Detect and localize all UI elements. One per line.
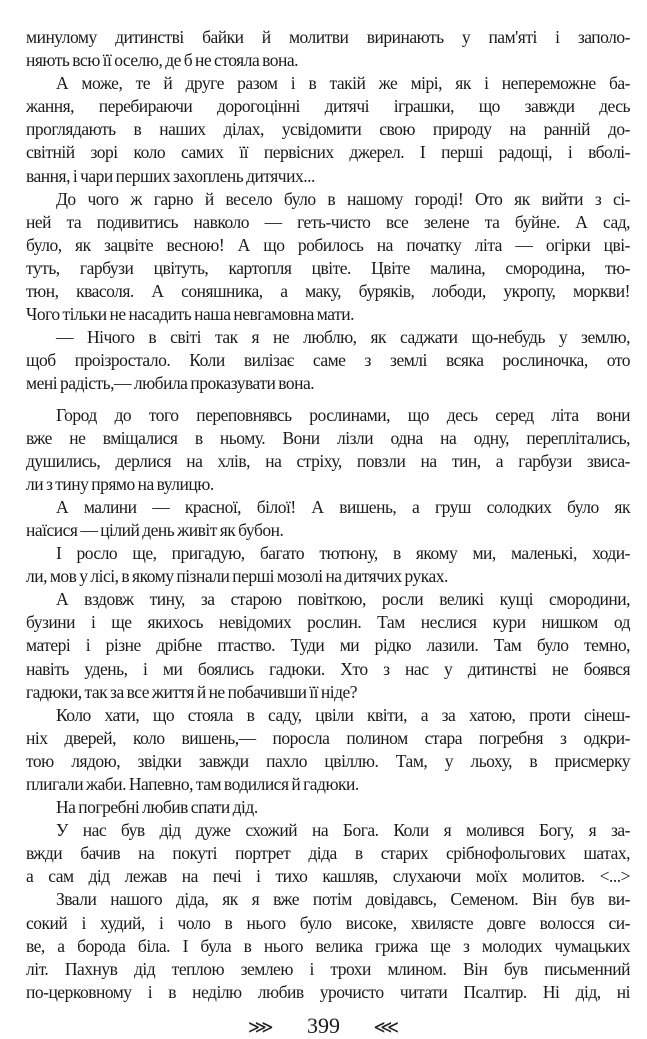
text-line: по-церковному і в неділю любив урочисто читати Псалтир. Ні дід, ні <box>26 981 630 1002</box>
text-line: гадюки, так за все життя й не побачивши її ніде? <box>26 681 358 702</box>
text-line: бузини і ще якихось невідомих рослин. Там неслися кури нишком од <box>26 612 630 633</box>
text-line: Коло хати, що стояла в саду, цвіли квіти, а за хатою, проти сінеш- <box>56 704 630 725</box>
text-line: наїсися — цілий день живіт як бубон. <box>26 519 284 540</box>
text-line: А малини — красної, білої! А вишень, а груш солодких було як <box>56 496 630 517</box>
text-line: ли з тину прямо на вулицю. <box>26 473 214 494</box>
text-line: щоб проізростало. Коли вилізає саме з землі всяка рослиночка, ото <box>26 350 630 371</box>
text-line: Город до того переповнявсь рослинами, що десь серед літа вони <box>56 404 630 425</box>
text-line: матері і різне дрібне птаство. Туди ми рідко лазили. Там було темно, <box>26 635 630 656</box>
ornament-right-icon: ⋘ <box>373 1017 400 1037</box>
text-line: навіть удень, і ми боялись гадюки. Хто з нас у дитинстві не боявся <box>26 658 630 679</box>
text-line: ли, мов у лісі, в якому пізнали перші мозолі на дитячих руках. <box>26 566 448 587</box>
page-footer <box>0 1014 647 1039</box>
text-line: ве, а борода біла. І була в нього велика грижа ще з молодих чумацьких <box>26 935 630 956</box>
text-line: проглядають в наших ділах, усвідомити свою природу на ранній до- <box>26 119 630 140</box>
book-page-text <box>26 26 630 1004</box>
text-line: вання, і чари перших захоплень дитячих... <box>26 165 315 186</box>
text-line: няють всю її оселю, де б не стояла вона. <box>26 50 298 71</box>
text-line: туть, гарбузи цвітуть, картопля цвіте. Цвіте малина, смородина, тю- <box>26 257 630 278</box>
text-line: тюн, квасоля. А соняшника, а маку, буряків, лободи, укропу, моркви! <box>26 281 630 302</box>
text-line: а сам дід лежав на печі і тихо кашляв, слухаючи моїх молитов. <...> <box>26 866 630 887</box>
text-line: Чого тільки не насадить наша невгамовна мати. <box>26 304 354 325</box>
text-line: А може, те й друге разом і в такій же мірі, як і непереможне ба- <box>56 73 630 94</box>
text-line: вже не вміщалися в ньому. Вони лізли одна на одну, переплітались, <box>26 427 630 448</box>
text-line: було, як зацвіте весною! А що робилось на початку літа — огірки цві- <box>26 234 630 255</box>
text-line: літ. Пахнув дід теплою землею і трохи млином. Він був письменний <box>26 958 630 979</box>
text-line: — Нічого в світі так я не люблю, як саджати що-небудь у землю, <box>56 327 630 348</box>
text-line: А вздовж тину, за старою повіткою, росли великі кущі смородини, <box>56 589 630 610</box>
text-line: У нас був дід дуже схожий на Бога. Коли я молився Богу, я за- <box>56 820 630 841</box>
text-line: мені радість,— любила проказувати вона. <box>26 373 315 394</box>
text-line: Звали нашого діда, як я вже потім довідавсь, Семеном. Він був ви- <box>56 889 630 910</box>
text-line: тою лядою, звідки завжди пахло цвіллю. Там, у льоху, в присмерку <box>26 750 630 771</box>
text-line: минулому дитинстві байки й молитви виринають у пам'яті і заполо- <box>26 27 630 47</box>
ornament-left-icon: ⋙ <box>247 1017 274 1037</box>
text-line: На погребні любив спати дід. <box>56 797 258 818</box>
text-line: плигали жаби. Напевно, там водилися й гадюки. <box>26 774 359 794</box>
text-line: ней та подивитись навколо — геть-чисто все зелене та буйне. А сад, <box>26 211 630 232</box>
text-line: І росло ще, пригадую, багато тютюну, в якому ми, маленькі, ходи- <box>56 543 630 564</box>
text-line: вжди бачив на покуті портрет діда в старих срібнофольгових шатах, <box>26 843 630 864</box>
text-line: До чого ж гарно й весело було в нашому городі! Ото як вийти з сі- <box>56 188 630 209</box>
page-number: 399 <box>307 1013 340 1038</box>
text-line: сокий і худий, і чоло в нього було високе, хвилясте довге волосся си- <box>26 912 630 933</box>
text-line: світній зорі коло самих її первісних джерел. І перші радощі, і вболі- <box>26 142 630 163</box>
text-line: душились, дерлися на хлів, на стріху, повзли на тин, а гарбузи звиса- <box>26 450 630 471</box>
text-line: ніх дверей, коло вишень,— поросла полином стара погребня з одкри- <box>26 727 630 748</box>
text-line: жання, перебираючи дорогоцінні дитячі іграшки, що завжди десь <box>26 96 630 117</box>
